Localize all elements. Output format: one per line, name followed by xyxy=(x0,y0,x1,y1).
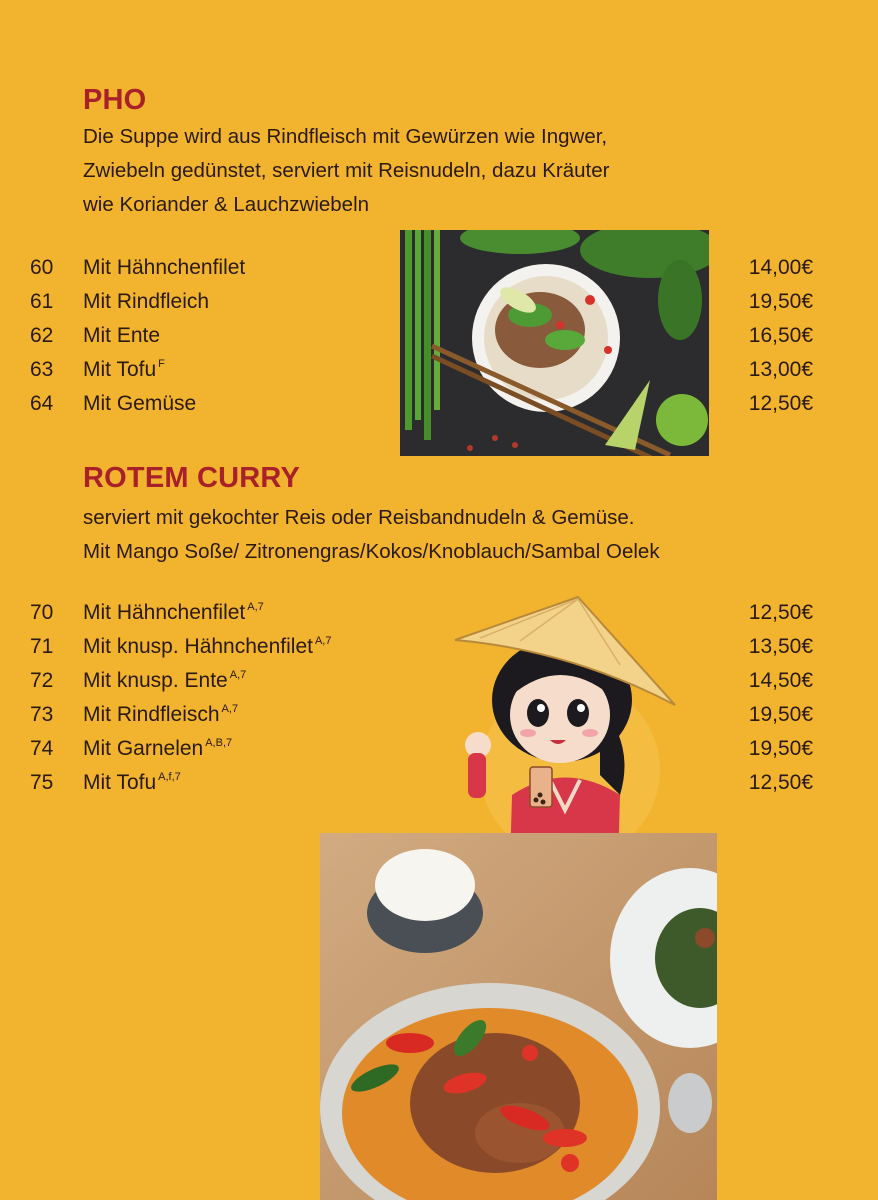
item-name-text: Mit Tofu xyxy=(83,358,157,381)
item-number: 70 xyxy=(30,601,54,624)
menu-item-73 xyxy=(0,703,878,737)
allergen-code: A,7 xyxy=(247,601,264,613)
item-name xyxy=(83,635,331,659)
item-number: 74 xyxy=(30,737,54,760)
menu-item-72 xyxy=(0,669,878,703)
item-price: 12,50€ xyxy=(748,771,813,794)
item-number: 62 xyxy=(30,324,54,347)
allergen-code: A,f,7 xyxy=(158,771,181,783)
allergen-code: F xyxy=(158,358,165,370)
item-name-text: Mit Garnelen xyxy=(83,737,204,760)
item-name-text: Mit Hähnchenfilet xyxy=(83,601,246,624)
item-price: 19,50€ xyxy=(748,703,813,726)
item-number: 75 xyxy=(30,771,54,794)
item-price: 12,50€ xyxy=(748,392,813,415)
item-name-text: Mit Rindfleisch xyxy=(83,703,220,726)
menu-item-63 xyxy=(0,358,878,392)
item-name-text: Mit knusp. Ente xyxy=(83,669,228,692)
item-name-text: Mit Gemüse xyxy=(83,392,197,415)
menu-item-70 xyxy=(0,601,878,635)
menu-item-64 xyxy=(0,392,878,426)
allergen-code: A,7 xyxy=(314,635,332,647)
curry-title: ROTEM CURRY xyxy=(83,462,301,494)
item-price: 14,00€ xyxy=(748,256,813,279)
curry-description-line: Mit Mango Soße/ Zitronengras/Kokos/Knoblauch/Sambal Oelek xyxy=(83,540,660,563)
item-price: 19,50€ xyxy=(748,290,813,313)
item-number: 63 xyxy=(30,358,54,381)
item-number: 61 xyxy=(30,290,54,313)
menu-item-62 xyxy=(0,324,878,358)
item-number: 72 xyxy=(30,669,54,692)
allergen-code: A,7 xyxy=(229,669,247,681)
allergen-code: A,7 xyxy=(221,703,239,715)
menu-item-71 xyxy=(0,635,878,669)
menu-item-75 xyxy=(0,771,878,805)
item-name xyxy=(83,392,196,416)
item-name-text: Mit knusp. Hähnchenfilet xyxy=(83,635,313,658)
item-price: 16,50€ xyxy=(748,324,813,347)
pho-description-line: Zwiebeln gedünstet, serviert mit Reisnudeln, dazu Kräuter xyxy=(83,159,610,182)
item-name-text: Mit Tofu xyxy=(83,771,157,794)
item-name xyxy=(83,669,246,693)
allergen-code: A,B,7 xyxy=(205,737,233,749)
item-price: 19,50€ xyxy=(748,737,813,760)
item-name xyxy=(83,256,245,280)
item-name xyxy=(83,358,165,382)
mascot-illustration xyxy=(450,595,680,865)
pho-description xyxy=(83,120,609,222)
item-price: 13,00€ xyxy=(748,358,813,381)
item-number: 73 xyxy=(30,703,54,726)
menu-item-61 xyxy=(0,290,878,324)
item-name-text: Mit Rindfleich xyxy=(83,290,210,313)
item-name xyxy=(83,601,264,625)
pho-title: PHO xyxy=(83,84,147,116)
item-number: 71 xyxy=(30,635,54,658)
item-name xyxy=(83,771,181,795)
item-name xyxy=(83,737,232,761)
item-name-text: Mit Ente xyxy=(83,324,161,347)
item-name xyxy=(83,324,160,348)
menu-item-60 xyxy=(0,256,878,290)
menu-item-74 xyxy=(0,737,878,771)
item-price: 14,50€ xyxy=(748,669,813,692)
curry-dish-photo xyxy=(320,833,717,1200)
item-name xyxy=(83,290,209,314)
item-name-text: Mit Hähnchenfilet xyxy=(83,256,246,279)
item-price: 13,50€ xyxy=(748,635,813,658)
item-number: 60 xyxy=(30,256,54,279)
curry-description xyxy=(83,501,660,569)
item-number: 64 xyxy=(30,392,54,415)
curry-description-line: serviert mit gekochter Reis oder Reisbandnudeln & Gemüse. xyxy=(83,506,635,529)
pho-description-line: wie Koriander & Lauchzwiebeln xyxy=(83,193,370,216)
item-price: 12,50€ xyxy=(748,601,813,624)
pho-description-line: Die Suppe wird aus Rindfleisch mit Gewürzen wie Ingwer, xyxy=(83,125,608,148)
item-name xyxy=(83,703,238,727)
